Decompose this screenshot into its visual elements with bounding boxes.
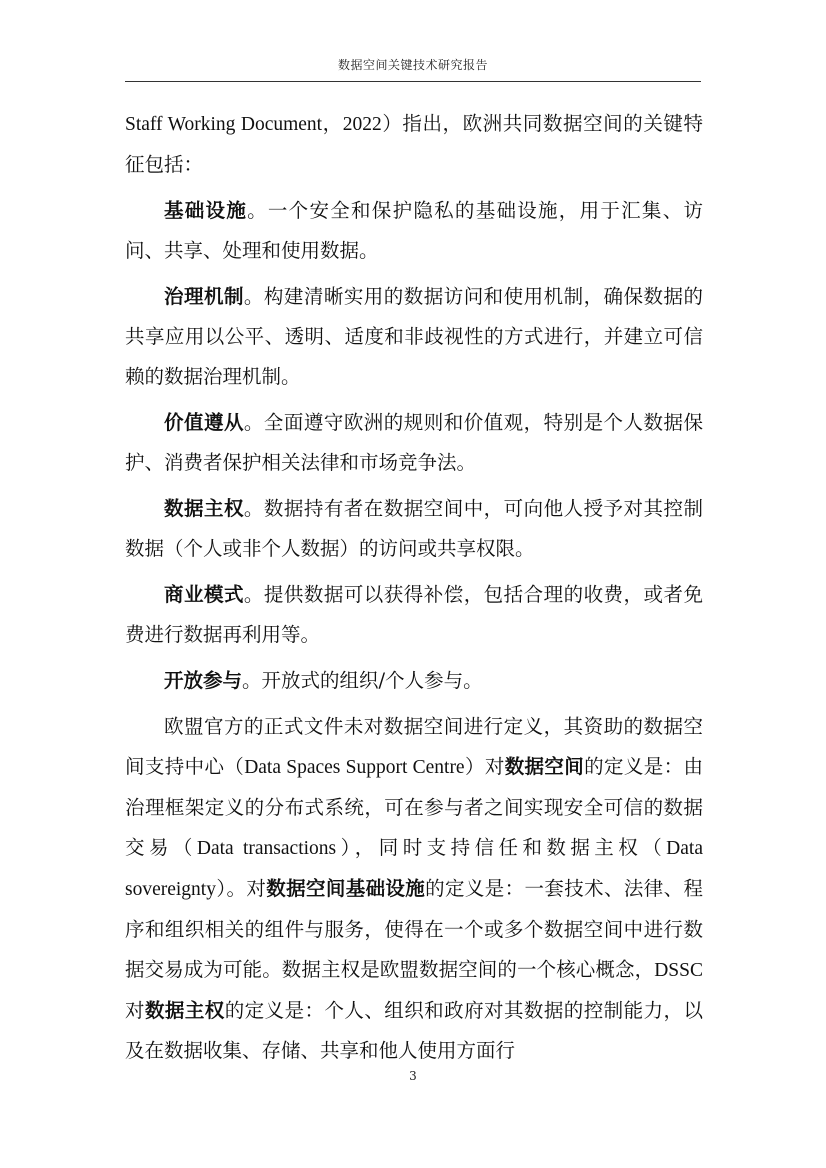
intro-text: ）指出，欧洲共同数据空间的关键特征包括： (125, 112, 703, 176)
term-data-transactions: Data transactions (196, 838, 337, 859)
feature-term: 开放参与 (164, 669, 243, 692)
feature-term: 数据主权 (164, 497, 244, 520)
feature-desc: 。开放式的组织/个人参与。 (242, 669, 483, 692)
feature-desc: 。一个安全和保护隐私的基础设施，用于汇集、访问、共享、处理和使用数据。 (125, 199, 703, 262)
text-run: ），同时支持信任和数据主权（ (336, 836, 667, 859)
dssc-name: Data Spaces Support Centre (244, 757, 465, 778)
header-divider (125, 81, 701, 82)
feature-item-open-participation (125, 661, 703, 701)
text-run: ）对 (464, 755, 505, 778)
page-number: 3 (409, 1069, 417, 1083)
definition-paragraph (125, 707, 703, 1071)
term-data-space: 数据空间 (504, 755, 585, 778)
text-run: 的定义是：个人、组织和政府对其数据的控制能力，以及在数据收集、存储、共享和他人使用方面行 (125, 999, 703, 1062)
feature-term: 商业模式 (164, 583, 244, 606)
text-run: 欧盟官方的正式文件未对数据空间进行定义，其资助的数据空间支持中心（ (125, 715, 703, 778)
dssc-abbr: DSSC (654, 960, 703, 981)
feature-desc: 。数据持有者在数据空间中，可向他人授予对其控制数据（个人或非个人数据）的访问或共享权限。 (125, 497, 703, 560)
feature-desc: 。全面遵守欧洲的规则和价值观，特别是个人数据保护、消费者保护相关法律和市场竞争法。 (125, 411, 703, 474)
feature-item-business-model (125, 575, 703, 655)
feature-term: 价值遵从 (164, 411, 244, 434)
feature-desc: 。构建清晰实用的数据访问和使用机制，确保数据的共享应用以公平、透明、适度和非歧视性的方式进行，并建立可信赖的数据治理机制。 (125, 285, 703, 388)
intro-paragraph (125, 104, 703, 185)
feature-item-sovereignty (125, 489, 703, 569)
term-data-sovereignty-en: Data sovereignty (125, 838, 703, 900)
text-run: 的定义是：由治理框架定义的分布式系统，可在参与者之间实现安全可信的数据交易（ (125, 755, 703, 859)
page-body (125, 104, 703, 1071)
feature-item-values (125, 403, 703, 483)
term-data-space-infrastructure: 数据空间基础设施 (266, 877, 426, 900)
text-run: 的定义是：一套技术、法律、程序和组织相关的组件与服务，使得在一个或多个数据空间中进行数据交易成为可能。数据主权是欧盟数据空间的一个核心概念， (125, 877, 703, 981)
text-run: ）。对 (215, 877, 267, 900)
source-citation: Staff Working Document，2022 (125, 114, 382, 135)
feature-term: 基础设施 (164, 199, 248, 222)
feature-item-governance (125, 277, 703, 397)
running-header: 数据空间关键技术研究报告 (337, 58, 488, 72)
feature-term: 治理机制 (164, 285, 244, 308)
feature-item-infrastructure (125, 191, 703, 271)
text-run: 对 (125, 999, 145, 1022)
term-data-sovereignty: 数据主权 (144, 999, 225, 1022)
feature-desc: 。提供数据可以获得补偿，包括合理的收费，或者免费进行数据再利用等。 (125, 583, 703, 646)
